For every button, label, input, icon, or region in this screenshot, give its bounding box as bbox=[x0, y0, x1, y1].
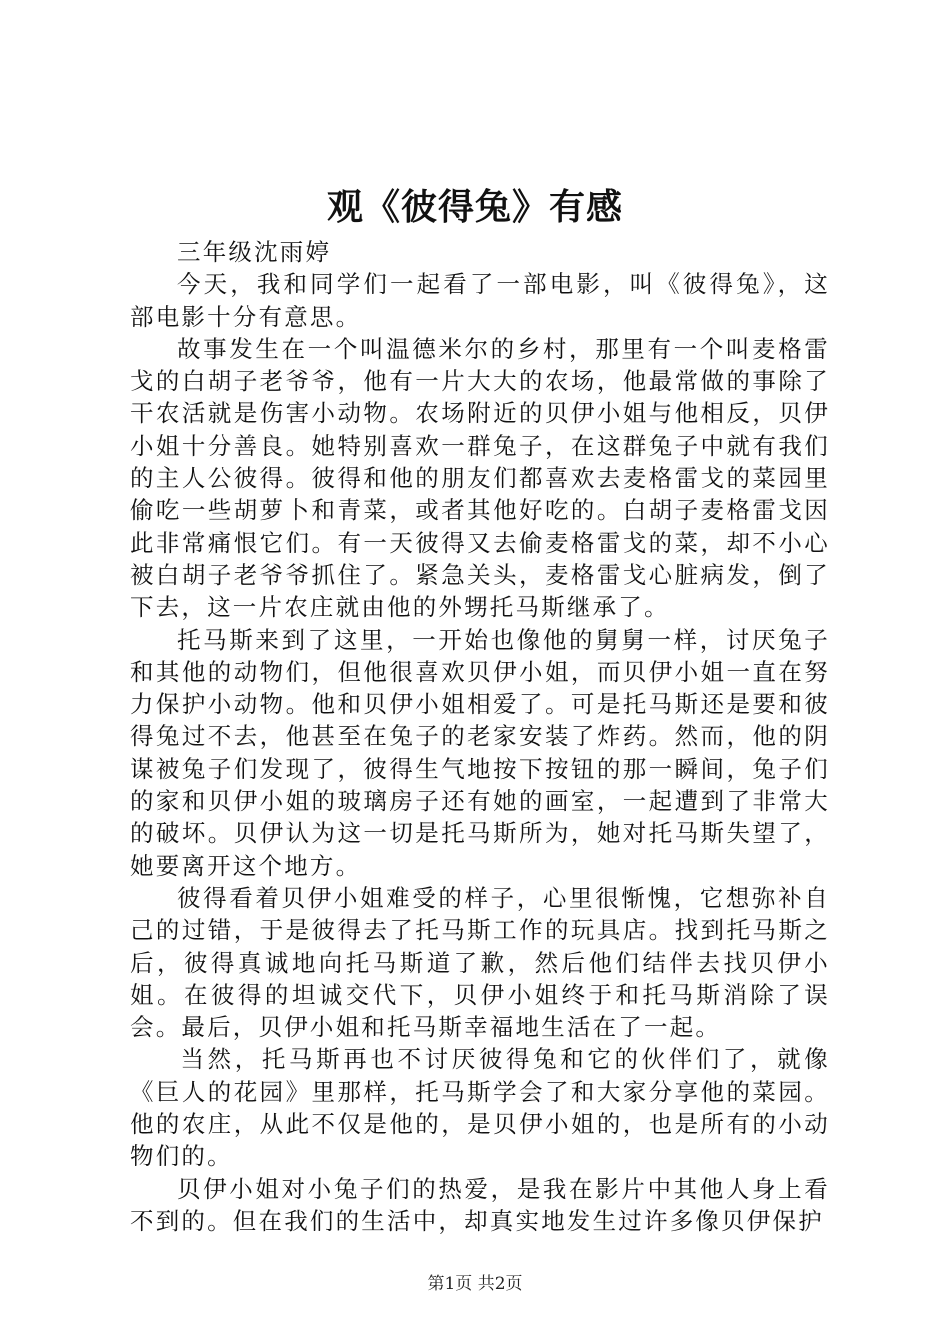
paragraph-2: 故事发生在一个叫温德米尔的乡村，那里有一个叫麦格雷戈的白胡子老爷爷，他有一片大大的农场，他最常做的事除了干农活就是伤害小动物。农场附近的贝伊小姐与他相反，贝伊小姐十分善良。她特别喜欢一群兔子，在这群兔子中就有我们的主人公彼得。彼得和他的朋友们都喜欢去麦格雷戈的菜园里偷吃一些胡萝卜和青菜，或者其他好吃的。白胡子麦格雷戈因此非常痛恨它们。有一天彼得又去偷麦格雷戈的菜，却不小心被白胡子老爷爷抓住了。紧急关头，麦格雷戈心脏病发，倒了下去，这一片农庄就由他的外甥托马斯继承了。 bbox=[130, 334, 830, 622]
paragraph-3: 托马斯来到了这里，一开始也像他的舅舅一样，讨厌兔子和其他的动物们，但他很喜欢贝伊小姐，而贝伊小姐一直在努力保护小动物。他和贝伊小姐相爱了。可是托马斯还是要和彼得兔过不去，他甚至在兔子的老家安装了炸药。然而，他的阴谋被兔子们发现了，彼得生气地按下按钮的那一瞬间，兔子们的家和贝伊小姐的玻璃房子还有她的画室，一起遭到了非常大的破坏。贝伊认为这一切是托马斯所为，她对托马斯失望了，她要离开这个地方。 bbox=[130, 625, 830, 880]
paragraph-5: 当然，托马斯再也不讨厌彼得兔和它的伙伴们了，就像《巨人的花园》里那样，托马斯学会了和大家分享他的菜园。他的农庄，从此不仅是他的，是贝伊小姐的，也是所有的小动物们的。 bbox=[130, 1045, 830, 1171]
page-footer: 第1页 共2页 bbox=[427, 1274, 523, 1294]
document-body bbox=[130, 236, 830, 1237]
author-line: 三年级沈雨婷 bbox=[177, 238, 332, 266]
paragraph-4: 彼得看着贝伊小姐难受的样子，心里很惭愧，它想弥补自己的过错，于是彼得去了托马斯工作的玩具店。找到托马斯之后，彼得真诚地向托马斯道了歉，然后他们结伴去找贝伊小姐。在彼得的坦诚交代下，贝伊小姐终于和托马斯消除了误会。最后，贝伊小姐和托马斯幸福地生活在了一起。 bbox=[130, 883, 830, 1042]
document-title: 观《彼得兔》有感 bbox=[326, 186, 623, 228]
paragraph-6: 贝伊小姐对小兔子们的热爱，是我在影片中其他人身上看不到的。但在我们的生活中，却真实地发生过许多像贝伊保护 bbox=[130, 1174, 830, 1235]
paragraph-1: 今天，我和同学们一起看了一部电影，叫《彼得兔》，这部电影十分有意思。 bbox=[130, 270, 830, 331]
